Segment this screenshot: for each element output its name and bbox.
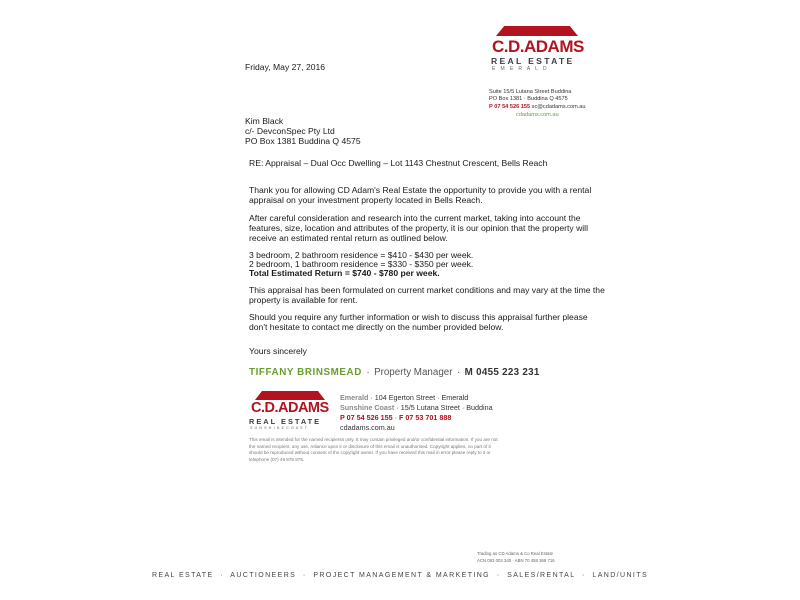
footer-emerald-line bbox=[340, 393, 468, 403]
header-email[interactable]: sc@cdadams.com.au bbox=[531, 104, 586, 110]
para1-line1: Thank you for allowing CD Adam's Real Estate the opportunity to provide you with a rental bbox=[249, 185, 592, 195]
rent-line-3bed: 3 bedroom, 2 bathroom residence = $410 - $430 per week. bbox=[249, 250, 474, 260]
subject-line: RE: Appraisal – Dual Occ Dwelling – Lot 1143 Chestnut Crescent, Bells Reach bbox=[249, 158, 548, 168]
para3-line1: This appraisal has been formulated on current market conditions and may vary at the time the bbox=[249, 285, 605, 295]
signature-separator-2: · bbox=[456, 367, 461, 378]
footer-fax-separator: · bbox=[392, 413, 400, 422]
footer-sunshine-address: · 15/5 Lutana Street · Buddina bbox=[394, 403, 493, 412]
services-bar: REAL ESTATE · AUCTIONEERS · PROJECT MANAGEMENT & MARKETING · SALES/RENTAL · LAND/UNITS bbox=[151, 572, 649, 579]
footer-fax: F 07 53 701 888 bbox=[399, 413, 452, 422]
header-phone: 07 54 526 155 bbox=[494, 104, 531, 110]
para2-line2: features, size, location and attributes of the property, it is our opinion that the property will bbox=[249, 223, 588, 233]
trading-name: Trading as CD Adams & Co Real Estate bbox=[477, 551, 554, 556]
footer-sunshine-line bbox=[340, 403, 493, 413]
footer-phone-line bbox=[340, 413, 451, 423]
footer-logo-sub: REAL ESTATE bbox=[249, 417, 322, 426]
para1-line2: appraisal on your investment property located in Bells Reach. bbox=[249, 195, 483, 205]
footer-emerald-address: · 104 Egerton Street · Emerald bbox=[368, 393, 469, 402]
header-phone-label: P bbox=[489, 104, 493, 110]
footer-website-link[interactable]: cdadams.com.au bbox=[340, 423, 395, 432]
trading-numbers: ACN 083 002 340 · ABN 70 458 369 716 bbox=[477, 558, 555, 563]
header-logo-sub: REAL ESTATE bbox=[491, 56, 575, 66]
signature-role: Property Manager bbox=[374, 367, 453, 378]
header-logo-brand: C.D.ADAMS bbox=[492, 37, 584, 56]
signature-separator-1: · bbox=[366, 367, 370, 378]
para2-line3: receive an estimated rental return as outlined below. bbox=[249, 233, 448, 243]
recipient-company: c/- DevconSpec Pty Ltd bbox=[245, 126, 335, 136]
roof-icon bbox=[496, 26, 578, 36]
header-website-link[interactable]: cdadams.com.au bbox=[516, 112, 559, 118]
signature-line bbox=[249, 362, 540, 380]
header-logo-tag: E M E R A L D bbox=[492, 66, 549, 72]
recipient-name: Kim Black bbox=[245, 116, 284, 126]
footer-disclaimer: This email is intended for the named recipients only. It may contain privileged and/or confidential information. If you are not the named recipient, any use, reliance upon it or disclosure of this email is unauthorised. Copyright applies, no part of it should be reproduced without consent of the copyright owner. If you have received this mail in error please reply to it or telephone (07) 49 875 875. bbox=[249, 437, 498, 462]
rent-total: Total Estimated Return = $740 - $780 per week. bbox=[249, 268, 440, 278]
footer-logo-tag: S U N S H I N E C O A S T bbox=[250, 426, 308, 430]
para4-line1: Should you require any further information or wish to discuss this appraisal further please bbox=[249, 312, 588, 322]
signature-mobile: M 0455 223 231 bbox=[464, 367, 540, 378]
footer-phone: P 07 54 526 155 bbox=[340, 413, 393, 422]
footer-sunshine-label: Sunshine Coast bbox=[340, 403, 395, 412]
roof-icon bbox=[255, 391, 325, 400]
header-contact-line bbox=[489, 104, 586, 112]
recipient-address: PO Box 1381 Buddina Q 4575 bbox=[245, 136, 361, 146]
rent-line-2bed: 2 bedroom, 1 bathroom residence = $330 - $350 per week. bbox=[249, 259, 474, 269]
para4-line2: don't hesitate to contact me directly on the number provided below. bbox=[249, 322, 504, 332]
footer-logo-brand: C.D.ADAMS bbox=[251, 400, 329, 416]
para2-line1: After careful consideration and research into the current market, taking into account the bbox=[249, 213, 581, 223]
header-logo bbox=[488, 26, 584, 86]
para3-line2: property is available for rent. bbox=[249, 295, 358, 305]
header-address-line2: PO Box 1381 · Buddina Q 4575 bbox=[489, 96, 568, 102]
footer-emerald-label: Emerald bbox=[340, 393, 369, 402]
footer-logo bbox=[247, 391, 331, 439]
closing: Yours sincerely bbox=[249, 346, 307, 356]
signature-name: TIFFANY BRINSMEAD bbox=[249, 367, 362, 378]
header-address-line1: Suite 15/5 Lutana Street Buddina bbox=[489, 89, 572, 95]
letter-date: Friday, May 27, 2016 bbox=[245, 62, 326, 72]
